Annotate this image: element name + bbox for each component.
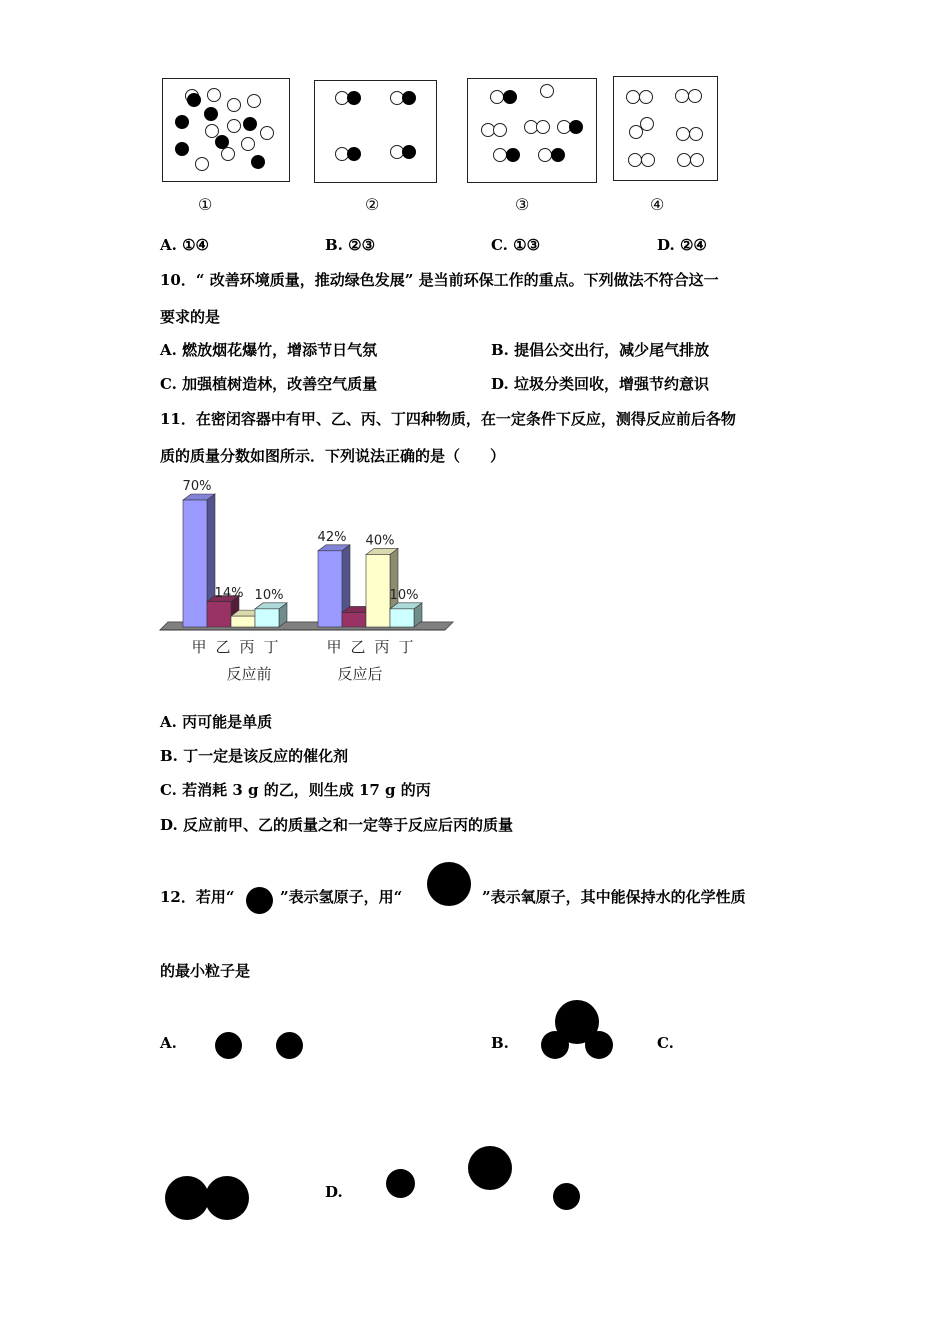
option-text: ①④ [182,236,210,254]
q10-option-d[interactable] [491,374,709,394]
category-label: 甲 [191,638,207,656]
q9-option-a[interactable] [160,235,209,255]
white-atom-icon [195,157,209,171]
q10-option-a[interactable] [160,340,377,360]
category-label: 乙 [215,638,231,656]
bar-反应前-甲 [183,500,207,627]
white-atom-icon [540,84,554,98]
white-atom-icon [639,90,653,104]
option-text: 燃放烟花爆竹，增添节日气氛 [182,341,378,359]
black-atom-icon [175,142,189,156]
mass-fraction-chart [155,472,465,692]
diagram-label-1: ① [198,195,213,214]
white-atom-icon [690,153,704,167]
q11-option-a[interactable] [160,712,272,732]
group-label: 反应前 [226,665,272,683]
black-atom-icon [402,91,416,105]
option-letter: D. [491,375,509,393]
option-text: 提倡公交出行，减少尾气排放 [514,341,710,359]
q10-option-c[interactable] [160,374,377,394]
option-letter: B. [491,341,509,359]
category-label: 丁 [263,638,279,656]
white-atom-icon [626,90,640,104]
white-atom-icon [260,126,274,140]
oxygen-atom-icon [165,1176,209,1220]
black-atom-icon [175,115,189,129]
white-atom-icon [689,127,703,141]
option-letter: A. [160,713,177,731]
hydrogen-atom-icon [386,1169,415,1198]
q12-stem-part1: 12．若用“ [160,888,235,906]
black-atom-icon [551,148,565,162]
q12-option-c-letter[interactable]: C. [657,1034,674,1052]
category-label: 丙 [239,638,255,656]
category-label: 丁 [398,638,414,656]
white-atom-icon [538,148,552,162]
option-text: 若消耗 3 g 的乙，则生成 17 g 的丙 [182,781,431,799]
option-letter: C. [491,236,508,254]
option-text: 加强植树造林，改善空气质量 [182,375,378,393]
white-atom-icon [493,123,507,137]
bar-value-label: 40% [365,533,395,549]
black-atom-icon [506,148,520,162]
option-letter: D. [160,816,178,834]
q12-option-b-letter[interactable]: B. [491,1034,509,1052]
bar-value-label: 10% [254,587,284,603]
q9-option-b[interactable] [325,235,375,255]
q10-stem-line1: 10．“ 改善环境质量，推动绿色发展” 是当前环保工作的重点。下列做法不符合这一 [160,271,719,289]
white-atom-icon [493,148,507,162]
diagram-label-3: ③ [515,195,530,214]
black-atom-icon [402,145,416,159]
white-atom-icon [536,120,550,134]
diagram-label-2: ② [365,195,380,214]
black-atom-icon [347,147,361,161]
q9-option-c[interactable] [491,235,540,255]
particle-box-1 [162,78,290,182]
white-atom-icon [677,153,691,167]
option-letter: D. [657,236,675,254]
category-label: 乙 [350,638,366,656]
bar-反应后-丙 [366,554,390,627]
particle-box-4 [613,76,718,181]
white-atom-icon [640,117,654,131]
option-text: 丙可能是单质 [182,713,273,731]
q11-stem-line1: 11．在密闭容器中有甲、乙、丙、丁四种物质，在一定条件下反应，测得反应前后各物 [160,410,736,428]
black-atom-icon [187,93,201,107]
option-text: ②③ [348,236,376,254]
q9-option-d[interactable] [657,235,707,255]
oxygen-atom-icon [427,862,471,906]
option-letter: A. [160,341,177,359]
q10-option-b[interactable] [491,340,709,360]
oxygen-atom-icon [468,1146,512,1190]
bar-反应后-甲 [318,551,342,627]
diagram-label-4: ④ [650,195,665,214]
white-atom-icon [688,89,702,103]
q12-stem-line2: 的最小粒子是 [160,962,251,980]
option-letter: B. [325,236,343,254]
option-text: 丁一定是该反应的催化剂 [183,747,349,765]
category-label: 丙 [374,638,390,656]
hydrogen-atom-icon [541,1031,569,1059]
white-atom-icon [641,153,655,167]
hydrogen-atom-icon [215,1032,242,1059]
hydrogen-atom-icon [585,1031,613,1059]
white-atom-icon [227,98,241,112]
q11-option-b[interactable] [160,746,348,766]
q12-stem-part3: ”表示氧原子，其中能保持水的化学性质 [482,888,746,906]
black-atom-icon [347,91,361,105]
white-atom-icon [490,90,504,104]
black-atom-icon [243,117,257,131]
option-text: 垃圾分类回收，增强节约意识 [513,375,709,393]
bar-反应后-丁 [390,609,414,627]
bar-反应前-丁 [255,609,279,627]
q10-stem-line2: 要求的是 [160,308,221,326]
particle-box-3 [467,78,597,183]
q11-option-c[interactable] [160,780,431,800]
q12-option-a-letter[interactable]: A. [160,1034,177,1052]
bar-value-label: 10% [389,587,419,603]
bar-反应前-乙 [207,602,231,627]
black-atom-icon [251,155,265,169]
option-letter: A. [160,236,177,254]
option-text: ①③ [513,236,541,254]
white-atom-icon [207,88,221,102]
white-atom-icon [241,137,255,151]
bar-value-label: 42% [317,529,347,545]
q11-option-d[interactable] [160,815,513,835]
white-atom-icon [628,153,642,167]
q12-option-d-letter[interactable]: D. [325,1183,343,1201]
q11-stem-line2: 质的质量分数如图所示．下列说法正确的是（ ） [160,447,506,465]
white-atom-icon [247,94,261,108]
black-atom-icon [503,90,517,104]
group-label: 反应后 [337,665,383,683]
hydrogen-atom-icon [553,1183,580,1210]
hydrogen-atom-icon [246,887,273,914]
bar-反应后-乙 [342,612,366,627]
black-atom-icon [204,107,218,121]
bar-反应前-丙 [231,616,255,627]
white-atom-icon [227,119,241,133]
option-letter: C. [160,375,177,393]
white-atom-icon [221,147,235,161]
option-letter: B. [160,747,178,765]
black-atom-icon [569,120,583,134]
option-text: ②④ [679,236,707,254]
bar-value-label: 14% [214,586,244,601]
particle-box-2 [314,80,437,183]
bar-value-label: 70% [182,479,212,494]
hydrogen-atom-icon [276,1032,303,1059]
option-letter: C. [160,781,177,799]
option-text: 反应前甲、乙的质量之和一定等于反应后丙的质量 [182,816,513,834]
oxygen-atom-icon [205,1176,249,1220]
category-label: 甲 [326,638,342,656]
white-atom-icon [676,127,690,141]
q12-stem-part2: ”表示氢原子，用“ [280,888,403,906]
white-atom-icon [675,89,689,103]
